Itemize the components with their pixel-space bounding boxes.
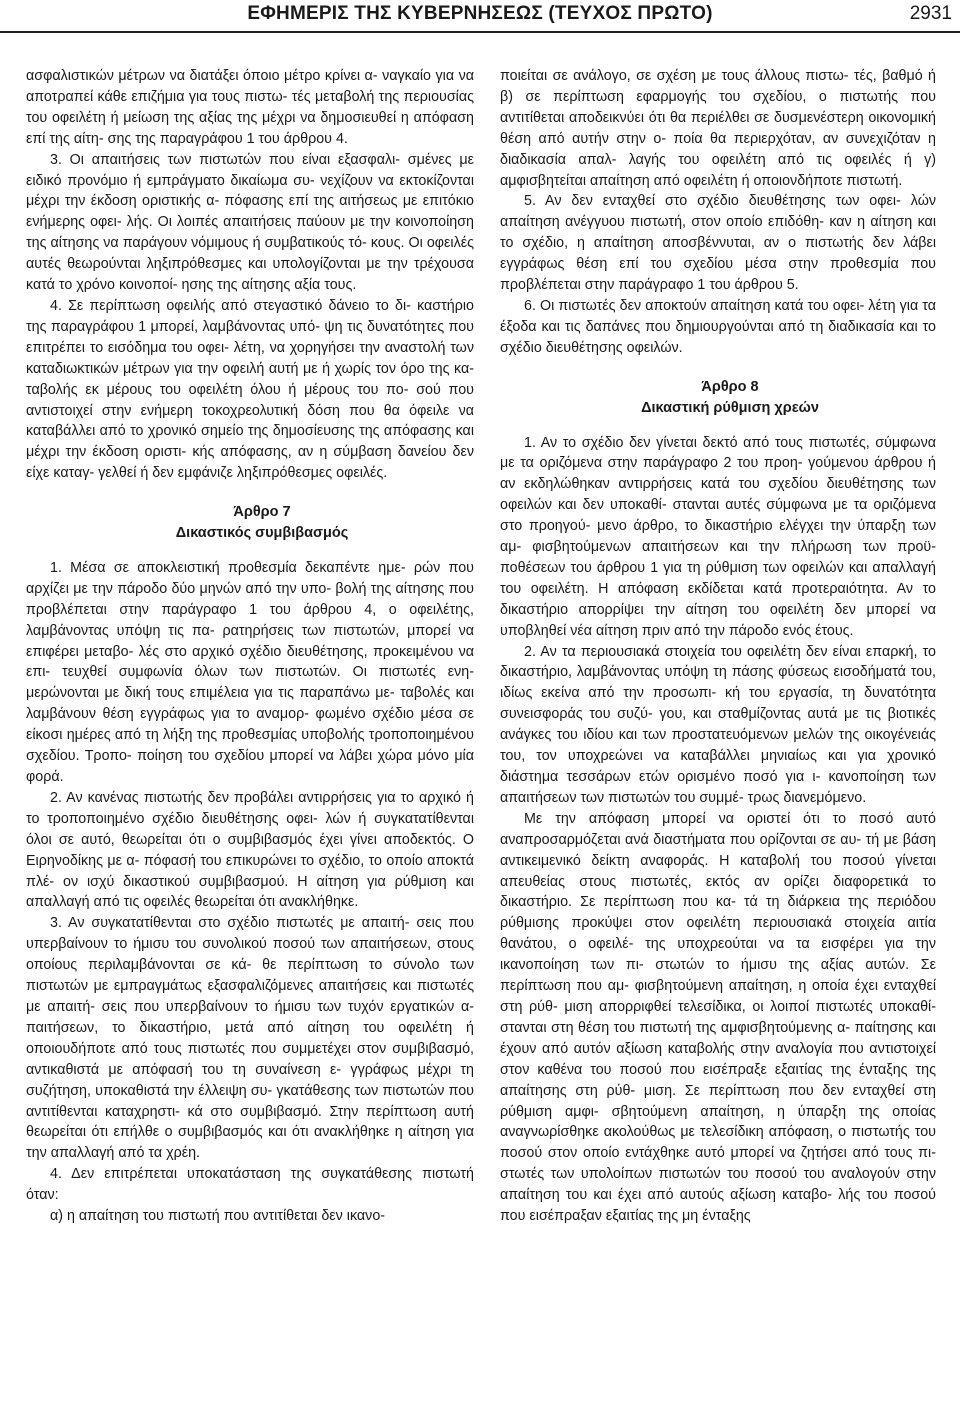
article-8-title: Δικαστική ρύθμιση χρεών <box>641 399 819 416</box>
paragraph-4: 4. Σε περίπτωση οφειλής από στεγαστικό δάνειο το δι- καστήριο της παραγράφου 1 μπορεί, λαμβάνοντας υπό- ψη τις δυνατότητες που επιτρέπει το εισόδημα του οφει- λέτη, να χορηγήσει την αναστολή των καταδιωκτικών μέτρων για την οφειλή αυτή με ή χωρίς τον όρο της κα- ταβολής εκ μέρους του οφειλέτη όλου ή μέρους του πο- σού που αντιστοιχεί στην ενήμερη τοκοχρεολυτική δόση που θα όφειλε να καταβάλλει από το χρονικό σημείο της δημοσίευσης της απόφασης και μέχρι την έκδοση οριστι- κής απόφασης, αν η σύμβαση δανείου δεν είχε καταγ- γελθεί ή δεν εμφάνιζε ληξιπρόθεσμες οφειλές. <box>26 297 474 482</box>
article-7-title: Δικαστικός συμβιβασμός <box>175 525 349 542</box>
article-7-number: Άρθρο 7 <box>233 504 291 521</box>
article-7-paragraph-4: 4. Δεν επιτρέπεται υποκατάσταση της συγκατάθεσης πιστωτή όταν: <box>26 1166 474 1204</box>
left-column <box>26 66 474 1227</box>
page-number: 2931 <box>909 3 952 24</box>
page-header <box>0 0 960 34</box>
header-rule <box>0 31 960 33</box>
article-8-paragraph-1: 1. Αν το σχέδιο δεν γίνεται δεκτό από τους πιστωτές, σύμφωνα με τα οριζόμενα στην παράγραφο 2 του προη- γούμενου άρθρου ή αν εκδηλώθηκαν αντιρρήσεις κατά του σχεδίου διευθέτησης των οφειλών και δεν υποκαθί- στανται αυτές σύμφωνα με τα οριζόμενα στο προηγού- μενο άρθρο, το δικαστήριο ελέγχει την ύπαρξη των αμ- φισβητούμενων απαιτήσεων και την πλήρωση των προϋ- ποθέσεων του άρθρου 1 για τη ρύθμιση των οφειλών και απαλλαγή του οφειλέτη. Η απόφαση εκδίδεται κατά προτεραιότητα. Αν το δικαστήριο απορρίψει την αίτηση του οφειλέτη δεν μπορεί να υποβληθεί νέα αίτηση πριν από την πάροδο ενός έτους. <box>500 434 936 639</box>
article-8-paragraph-3: Με την απόφαση μπορεί να οριστεί ότι το ποσό αυτό αναπροσαρμόζεται ανά διαστήματα που ορίζονται σε αυ- τή με βάση αντικειμενικό δείκτη αναφοράς. Η καταβολή του ποσού γίνεται απευθείας στους πιστωτές, εκτός αν ορίζει διαφορετικά το δικαστήριο. Σε περίπτωση που κα- τά τη διάρκεια της περιόδου ρύθμισης προκύψει στον οφειλέτη περιουσιακά στοιχεία αιτία θανάτου, ο οφειλέ- της υποχρεούται να τα εισφέρει για την ικανοποίηση των πι- στωτών το ήμισυ της αξίας αυτών. Σε περίπτωση που αμ- φισβητούμενη απαίτηση, η οποία έχει ενταχθεί στη ρύθ- μιση απορριφθεί τελεσίδικα, οι λοιποί πιστωτές υποκαθί- στανται στη θέση του πιστωτή της αμφισβητούμενης α- παίτησης και έχουν από αυτόν αξίωση καταβολής στην αναλογία που αντιστοιχεί στον καθένα του ποσού που εισέπραξε εξαιτίας της ένταξης της απαίτησης στη ρύθ- μιση. Σε περίπτωση που δεν ενταχθεί στη ρύθμιση αμφι- σβητούμενη απαίτηση, η ύπαρξη της οποίας αναγνωρίσθηκε ακολούθως με τελεσίδικη απόφαση, ο πιστωτής του ποσού στον οποίο εντάχθηκε αυτό μπορεί να ζητήσει από τους πι- στωτές των υπολοίπων πιστωτών του ποσού του αναλογούν στην απαίτηση του και έχει από αυτούς αξίωση καταβο- λής του ποσού που εισέπραξαν εξαιτίας της μη ένταξης <box>500 810 936 1225</box>
paragraph-continued: ποιείται σε ανάλογο, σε σχέση με τους άλλους πιστω- τές, βαθμό ή β) σε περίπτωση εφαρμογής του σχεδίου, ο πιστωτής που αντιτίθεται αποδεικνύει ότι θα περιέλθει σε δυσμενέστερη οικονομική θέση από αυτήν στην ο- ποία θα περιερχόταν, αν συνεχιζόταν η διαδικασία απαλ- λαγής του οφειλέτη από τις οφειλές ή γ) αμφισβητείται απαίτηση από οφειλέτη ή οποιονδήποτε πιστωτή. <box>500 68 936 189</box>
paragraph-3: 3. Οι απαιτήσεις των πιστωτών που είναι εξασφαλι- σμένες με ειδικό προνόμιο ή εμπράγματο δικαίωμα συ- νεχίζουν να εκτοκίζονται μέχρι την έκδοση οριστικής α- πόφασης επί της αιτήσεως με επιτόκιο ενήμερης οφει- λής. Οι λοιπές απαιτήσεις παύουν με την κοινοποίηση της αίτησης να παράγουν νόμιμους ή συμβατικούς τό- κους. Οι οφειλές αυτές θεωρούνται ληξιπρόθεσμες και υπολογίζονται με την τρέχουσα κατά το χρόνο κοινοποί- ησης της αίτησης αξία τους. <box>26 151 474 294</box>
paragraph-6: 6. Οι πιστωτές δεν αποκτούν απαίτηση κατά του οφει- λέτη για τα έξοδα και τις δαπάνες που δημιουργούνται από τη διαδικασία και το σχέδιο διευθέτησης οφειλών. <box>500 297 936 356</box>
right-column <box>500 66 936 1227</box>
article-8-paragraph-2: 2. Αν τα περιουσιακά στοιχεία του οφειλέτη δεν είναι επαρκή, το δικαστήριο, λαμβάνοντας υπόψη τη πάσης φύσεως εισοδήματά του, ιδίως εκείνα από την προσωπι- κή του εργασία, τη δυνατότητα συνεισφοράς του συζύ- γου, και σταθμίζοντας αυτά με τις βιοτικές ανάγκες του ιδίου και των προστατευόμενων μελών της οικογένειάς του, τον υποχρεώνει να καταβάλλει μηνιαίως και για χρονικό διάστημα τεσσάρων ετών ορισμένο ποσό για ι- κανοποίηση των απαιτήσεων των πιστωτών του συμμέ- τρως διανεμόμενο. <box>500 643 936 806</box>
paragraph-5: 5. Αν δεν ενταχθεί στο σχέδιο διευθέτησης των οφει- λών απαίτηση ανέγγυου πιστωτή, στον οποίο επιδόθη- καν η αίτηση και το σχέδιο, η απαίτηση αποσβέννυται, αν ο πιστωτής δεν λάβει εγγράφως θέση επί του σχεδίου μέσα στην προθεσμία που προβλέπεται στην παράγραφο 1 του άρθρου 5. <box>500 193 936 294</box>
article-7-paragraph-3: 3. Αν συγκατατίθενται στο σχέδιο πιστωτές με απαιτή- σεις που υπερβαίνουν το ήμισυ του συνολικού ποσού των απαιτήσεων, στους οποίους περιλαμβάνονται σε κά- θε περίπτωση το σύνολο των πιστωτών με εμπραγμάτως εξασφαλιζόμενες απαιτήσεις και πιστωτές με απαιτή- σεις που υπερβαίνουν το ήμισυ των τυχόν εργατικών α- παιτήσεων, το δικαστήριο, μετά από αίτηση του οφειλέτη ή οποιουδήποτε από τους πιστωτές που συμμετέχει στον συμβιβασμό, αντικαθιστά με απόφασή του τη συναίνεση ε- γγράφως μέχρι τη συζήτηση, υποκαθιστά την έλλειψη συ- γκατάθεσης των πιστωτών που αντιτίθενται καταχρηστι- κά στο συμβιβασμό. Στην περίπτωση αυτή θεωρείται ότι επήλθε ο συμβιβασμός και ότι ανακλήθηκε η αίτηση για την απαλλαγή από τα χρέη. <box>26 915 474 1162</box>
gazette-title: ΕΦΗΜΕΡΙΣ ΤΗΣ ΚΥΒΕΡΝΗΣΕΩΣ (ΤΕΥΧΟΣ ΠΡΩΤΟ) <box>247 3 713 24</box>
article-7-paragraph-2: 2. Αν κανένας πιστωτής δεν προβάλει αντιρρήσεις για το αρχικό ή το τροποποιημένο σχέδιο διευθέτησης οφει- λών ή συγκατατίθενται όλοι σε αυτό, θεωρείται ότι ο συμβιβασμός έχει γίνει αποδεκτός. Ο Ειρηνοδίκης με α- πόφασή του επικυρώνει το σχέδιο, το οποίο αποκτά πλέ- ον ισχύ δικαστικού συμβιβασμού. Η αίτηση για ρύθμιση και απαλλαγή από τις οφειλές θεωρείται ότι ανακλήθηκε. <box>26 789 474 911</box>
article-7-paragraph-4a: α) η απαίτηση του πιστωτή που αντιτίθεται δεν ικανο- <box>50 1208 386 1225</box>
article-7-paragraph-1: 1. Μέσα σε αποκλειστική προθεσμία δεκαπέντε ημε- ρών που αρχίζει με την πάροδο δύο μηνών από την υπο- βολή της αίτησης που προβλέπεται στην παράγραφο 1 του άρθρου 4, ο οφειλέτης, λαμβάνοντας υπόψη τις πα- ρατηρήσεις των πιστωτών, μπορεί να επιφέρει μεταβο- λές στο αρχικό σχέδιο διευθέτησης, προκειμένου να επι- τευχθεί συμφωνία όλων των πιστωτών. Οι πιστωτές ενη- μερώνονται με δική τους επιμέλεια για τις παραπάνω με- ταβολές και λαμβάνουν θέση εγγράφως για το αναμορ- φωμένο σχέδιο μέσα σε είκοσι ημέρες από τη λήξη της προθεσμίας υποβολής τροποποιημένου σχεδίου. Τροπο- ποίηση του σχεδίου μπορεί να λάβει χώρα μόνο μία φορά. <box>26 559 474 785</box>
paragraph-intro: ασφαλιστικών μέτρων να διατάξει όποιο μέτρο κρίνει α- ναγκαίο για να αποτραπεί κάθε επιζήμια για τους πιστω- τές μεταβολή της περιουσίας του οφειλέτη ή μείωση της αξίας της μέχρι να δημοσιευθεί η απόφαση επί της αίτη- σης της παραγράφου 1 του άρθρου 4. <box>26 68 474 147</box>
article-8-number: Άρθρο 8 <box>701 378 759 395</box>
